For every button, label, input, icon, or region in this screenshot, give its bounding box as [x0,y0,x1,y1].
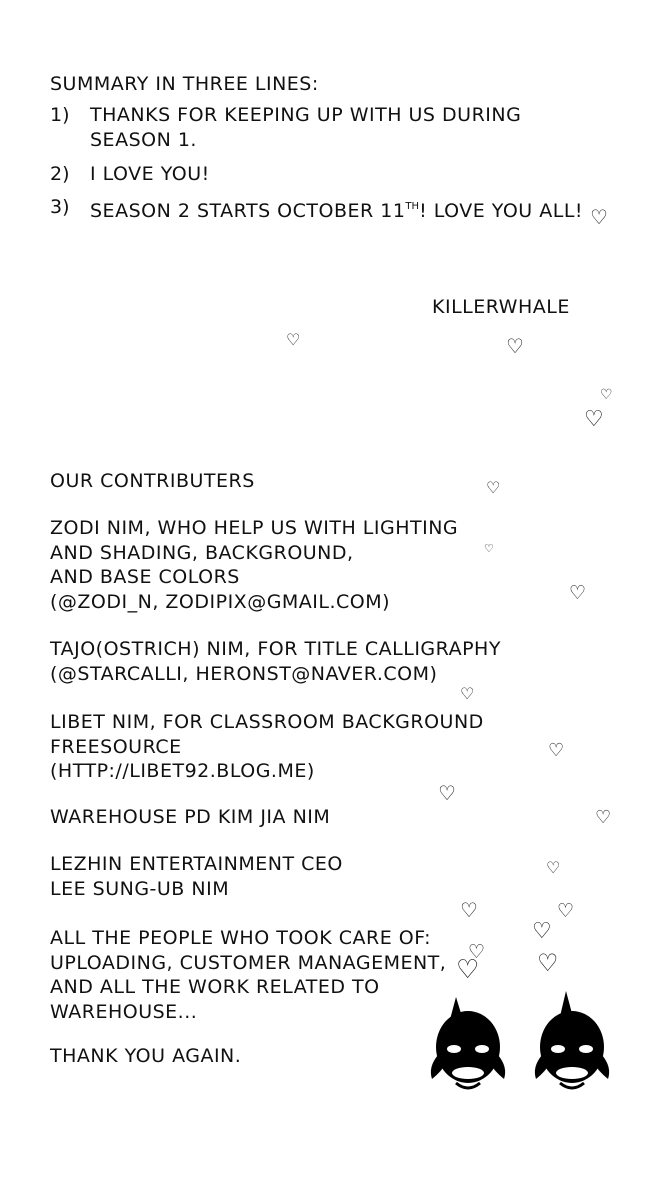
heart-icon: ♡ [595,807,612,828]
contributor-line: WAREHOUSE PD KIM JIA NIM [50,806,331,828]
heart-icon: ♡ [460,898,478,922]
heart-icon: ♡ [468,941,486,963]
contributor-line: ALL THE PEOPLE WHO TOOK CARE OF: [50,927,432,949]
contributor-line: FREESOURCE [50,735,182,758]
contributor-line: THANK YOU AGAIN. [50,1045,242,1067]
contributor-block [50,805,330,830]
contributor-line: ZODI NIM, WHO HELP US WITH LIGHTING [50,517,459,539]
heart-icon: ♡ [584,407,604,432]
summary-item-number: 1) [50,104,70,126]
contributor-block [50,637,501,686]
contributor-line: AND BASE COLORS [50,566,240,588]
contributor-block [50,926,446,1024]
summary-item-text: I LOVE YOU! [90,163,210,185]
signature: KILLERWHALE [432,296,570,318]
contributor-line: UPLOADING, CUSTOMER MANAGEMENT, [50,951,447,974]
contributors-heading: OUR CONTRIBUTERS [50,470,255,492]
contributor-line: LIBET NIM, FOR CLASSROOM BACKGROUND [50,711,484,733]
contributor-line: (@STARCALLI, HERONST@NAVER.COM) [50,662,438,685]
summary-item-text-end: ! LOVE YOU ALL! [419,200,584,222]
summary-item-text-start: SEASON 2 STARTS OCTOBER 11 [90,200,406,222]
contributor-line: LEE SUNG-UB NIM [50,877,230,900]
contributor-line: LEZHIN ENTERTAINMENT CEO [50,853,343,875]
heart-icon: ♡ [438,781,456,805]
heart-icon: ♡ [569,582,587,604]
heart-icon: ♡ [600,387,613,403]
heart-icon: ♡ [537,949,559,977]
contributor-line: (@ZODI_N, ZODIPIX@GMAIL.COM) [50,590,391,613]
heart-icon: ♡ [590,205,608,229]
summary-item-text: THANKS FOR KEEPING UP WITH US DURING [90,104,522,126]
contributor-block [50,1044,241,1069]
two-orca-whales-icon [428,985,618,1095]
heart-icon: ♡ [460,684,475,703]
summary-item-text: SEASON 1. [90,129,197,151]
contributor-line: WAREHOUSE... [50,1000,198,1023]
summary-item-number: 2) [50,163,70,185]
contributor-block [50,516,458,614]
summary-item-text [90,195,583,223]
ordinal-suffix: TH [405,201,420,212]
summary-heading: SUMMARY IN THREE LINES: [50,73,319,95]
contributor-block [50,852,343,901]
heart-icon: ♡ [557,900,575,922]
heart-icon: ♡ [546,858,561,877]
heart-icon: ♡ [532,919,552,944]
contributor-block [50,710,484,784]
heart-icon: ♡ [548,740,565,761]
contributor-line: (HTTP://LIBET92.BLOG.ME) [50,760,315,782]
summary-item-number: 3) [50,196,70,218]
contributor-line: AND ALL THE WORK RELATED TO [50,976,380,998]
heart-icon: ♡ [484,542,494,555]
heart-icon: ♡ [486,478,501,497]
heart-icon: ♡ [456,955,480,985]
orca-left-icon [431,997,505,1088]
orca-right-icon [535,991,609,1088]
heart-icon: ♡ [506,334,524,358]
heart-icon: ♡ [286,330,301,349]
contributor-line: AND SHADING, BACKGROUND, [50,541,354,564]
contributor-line: TAJO(OSTRICH) NIM, FOR TITLE CALLIGRAPHY [50,638,501,660]
